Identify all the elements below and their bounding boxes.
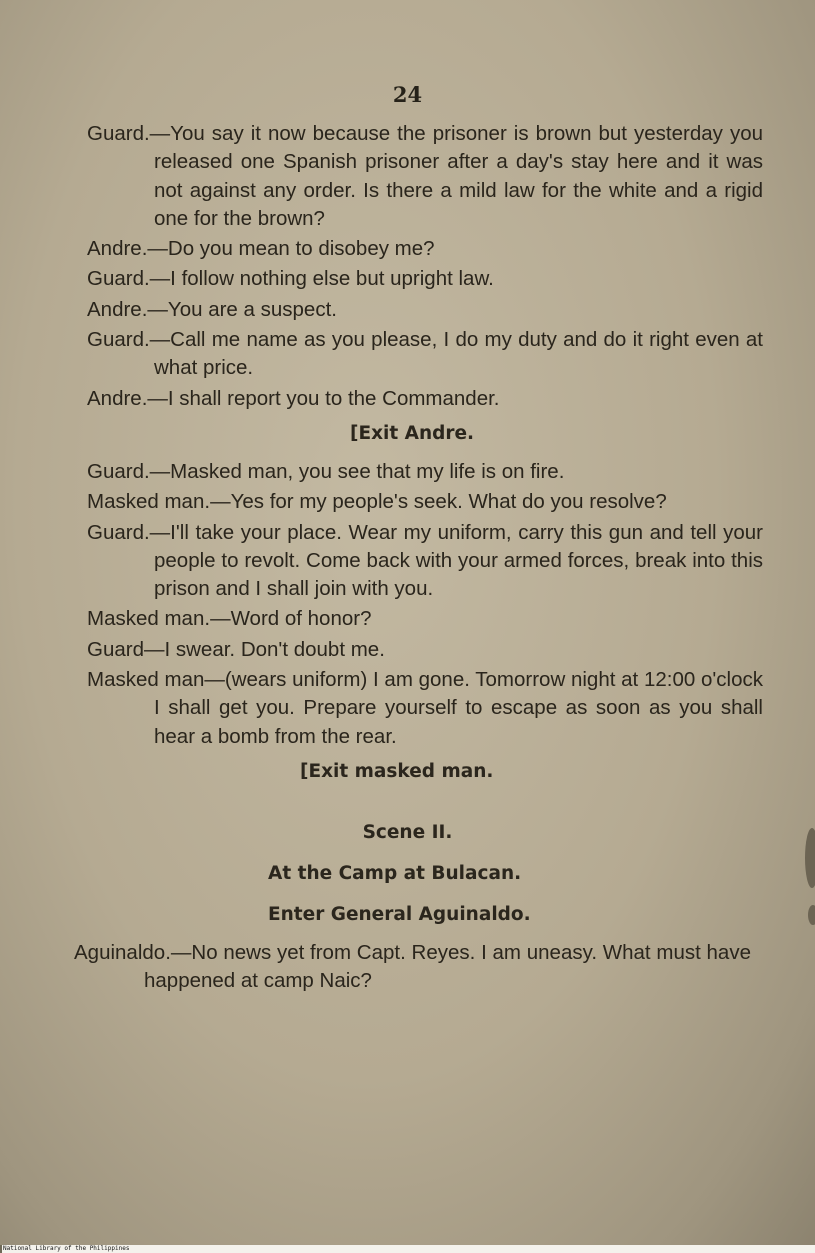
dialogue-text: —I swear. Don't doubt me. [143, 637, 385, 661]
stage-direction-exit-andre: [Exit Andre. [350, 422, 475, 444]
dialogue-text: —You say it now because the prisoner is brown but yesterday you released one Spanish prisoner after a day's stay here and it was not against any order. Is there a mild law for the white and a rigid one for the brown? [149, 122, 763, 230]
page-number: 24 [392, 82, 423, 107]
speaker-name: Andre. [87, 237, 148, 261]
dialogue-line [0, 519, 815, 604]
play-script [0, 120, 815, 998]
dialogue-line [0, 296, 815, 324]
paper-blemish [808, 905, 815, 925]
paper-blemish [805, 828, 815, 888]
dialogue-block-2 [0, 458, 815, 751]
library-credit: National Library of the Philippines [2, 1245, 815, 1253]
dialogue-text: —No news yet from Capt. Reyes. I am uneasy. What must have happened at camp Naic? [144, 940, 751, 993]
dialogue-text: —Yes for my people's seek. What do you resolve? [210, 490, 667, 514]
dialogue-text: —I follow nothing else but upright law. [149, 267, 494, 291]
dialogue-text: —I'll take your place. Wear my uniform, carry this gun and tell your people to revolt. Come back with your armed forces, break into this prison and I shall join with you. [149, 520, 763, 601]
dialogue-text: —Call me name as you please, I do my duty and do it right even at what price. [149, 328, 763, 380]
speaker-name: Masked man. [87, 607, 211, 631]
scene-setting: At the Camp at Bulacan. [268, 862, 522, 884]
dialogue-text: —Word of honor? [210, 607, 372, 631]
dialogue-text: —I shall report you to the Commander. [147, 386, 500, 410]
dialogue-text: —You are a suspect. [147, 297, 337, 321]
speaker-name: Masked man. [87, 490, 211, 514]
dialogue-line [0, 326, 815, 383]
dialogue-text: —Do you mean to disobey me? [147, 237, 435, 261]
dialogue-line [0, 939, 815, 996]
dialogue-line [0, 636, 815, 664]
speaker-name: Andre. [87, 386, 148, 410]
speaker-name: Guard. [87, 122, 150, 145]
speaker-name: Guard [87, 637, 144, 661]
dialogue-line [0, 235, 815, 263]
speaker-name: Guard. [87, 459, 150, 483]
speaker-name: Andre. [87, 297, 148, 321]
dialogue-line [0, 120, 815, 233]
dialogue-block-1 [0, 120, 815, 413]
stage-direction-exit-masked-man: [Exit masked man. [300, 760, 494, 782]
dialogue-line [0, 458, 815, 486]
speaker-name: Guard. [87, 267, 150, 291]
dialogue-line [0, 385, 815, 413]
dialogue-line [0, 666, 815, 751]
speaker-name: Guard. [87, 520, 150, 544]
speaker-name: Aguinaldo. [74, 940, 171, 964]
dialogue-line [0, 488, 815, 516]
scene-heading: Scene II. [362, 821, 453, 843]
dialogue-text: —(wears uniform) I am gone. Tomorrow night at 12:00 o'clock I shall get you. Prepare yourself to escape as soon as you shall hear a bomb from the rear. [154, 668, 764, 748]
dialogue-text: —Masked man, you see that my life is on fire. [149, 459, 565, 483]
speaker-name: Guard. [87, 328, 150, 352]
dialogue-block-3 [0, 939, 815, 996]
dialogue-line [0, 265, 815, 293]
stage-direction-entrance: Enter General Aguinaldo. [268, 903, 531, 925]
dialogue-line [0, 605, 815, 633]
speaker-name: Masked man [87, 668, 205, 692]
